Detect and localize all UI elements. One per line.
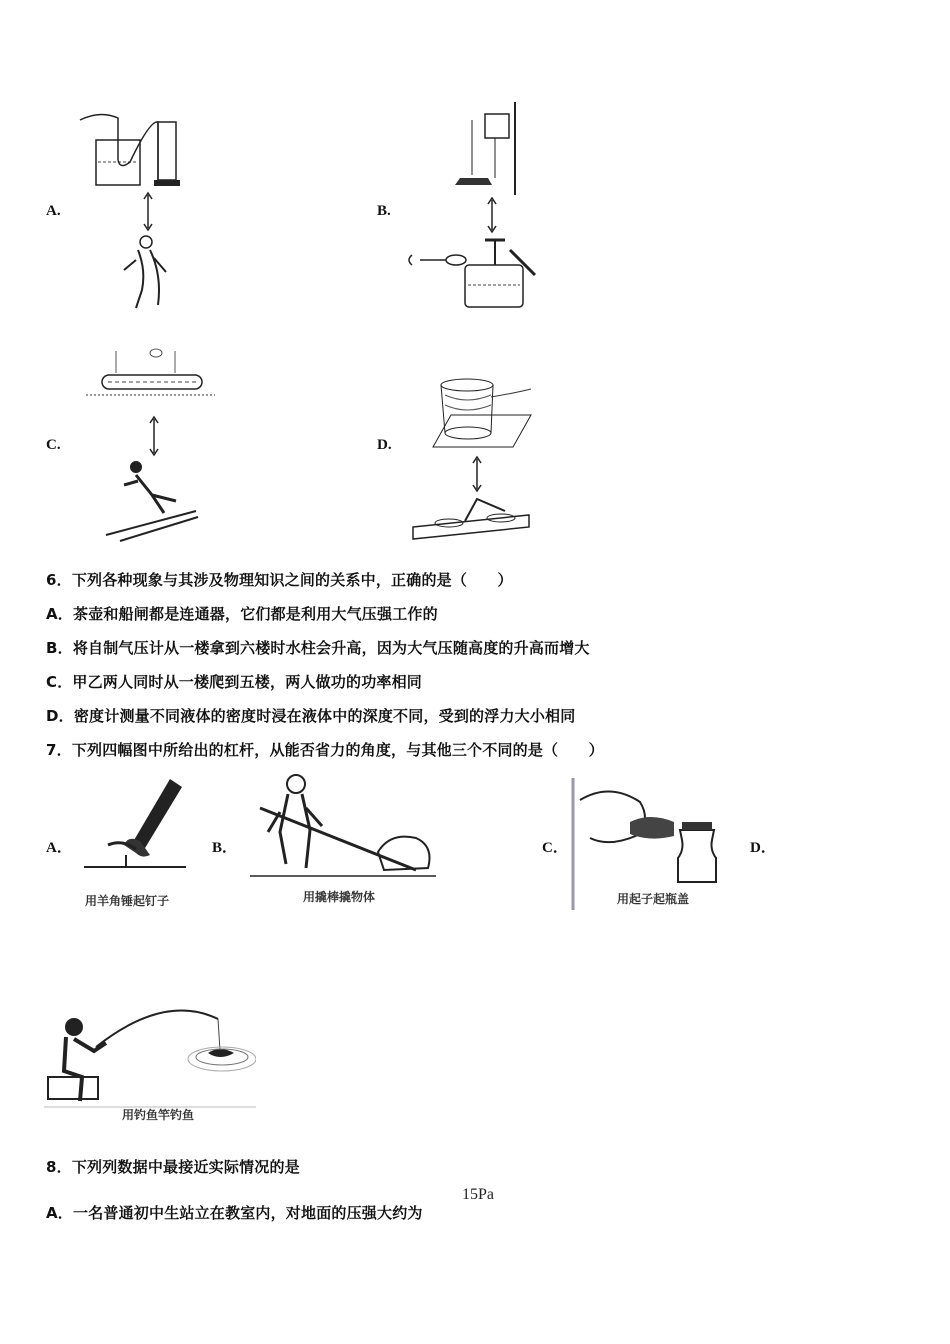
q8-option-a: A．一名普通初中生站立在教室内，对地面的压强大约为 <box>46 1204 423 1222</box>
q7-figure-b-crowbar <box>240 772 440 882</box>
q5-figure-d <box>405 375 540 545</box>
q7-option-d-label: D． <box>750 840 776 856</box>
q7-caption-c: 用起子起瓶盖 <box>617 892 690 906</box>
q8-option-a-value: 15Pa <box>462 1186 494 1203</box>
q6-option-c: C．甲乙两人同时从一楼爬到五楼，两人做功的功率相同 <box>46 673 423 691</box>
q5-option-a-label: A. <box>46 203 61 219</box>
q7-option-b-label: B． <box>212 840 238 856</box>
q7-stem: 7．下列四幅图中所给出的杠杆，从能否省力的角度，与其他三个不同的是（ ） <box>46 741 604 759</box>
q5-figure-c <box>80 345 220 545</box>
q7-caption-d: 用钓鱼竿钓鱼 <box>122 1108 195 1122</box>
q5-figure-a <box>70 100 200 315</box>
q6-option-b: B．将自制气压计从一楼拿到六楼时水柱会升高，因为大气压随高度的升高而增大 <box>46 639 590 657</box>
q5-option-c-label: C. <box>46 437 61 453</box>
q6-option-a: A．茶壶和船闸都是连通器，它们都是利用大气压强工作的 <box>46 605 438 623</box>
q5-option-d-label: D. <box>377 437 392 453</box>
q8-stem: 8．下列列数据中最接近实际情况的是 <box>46 1158 300 1176</box>
q7-figure-d-fishing-rod <box>44 995 256 1110</box>
q7-option-a-label: A． <box>46 840 72 856</box>
q7-caption-b: 用撬棒撬物体 <box>303 890 376 904</box>
q7-caption-a: 用羊角锤起钉子 <box>85 894 170 908</box>
q5-figure-b <box>400 100 545 315</box>
q6-option-d: D．密度计测量不同液体的密度时浸在液体中的深度不同，受到的浮力大小相同 <box>46 707 576 725</box>
q5-option-b-label: B. <box>377 203 391 219</box>
q7-figure-a-hammer <box>78 775 193 875</box>
q6-stem: 6．下列各种现象与其涉及物理知识之间的关系中，正确的是（ ） <box>46 571 513 589</box>
q7-option-c-label: C． <box>542 840 568 856</box>
